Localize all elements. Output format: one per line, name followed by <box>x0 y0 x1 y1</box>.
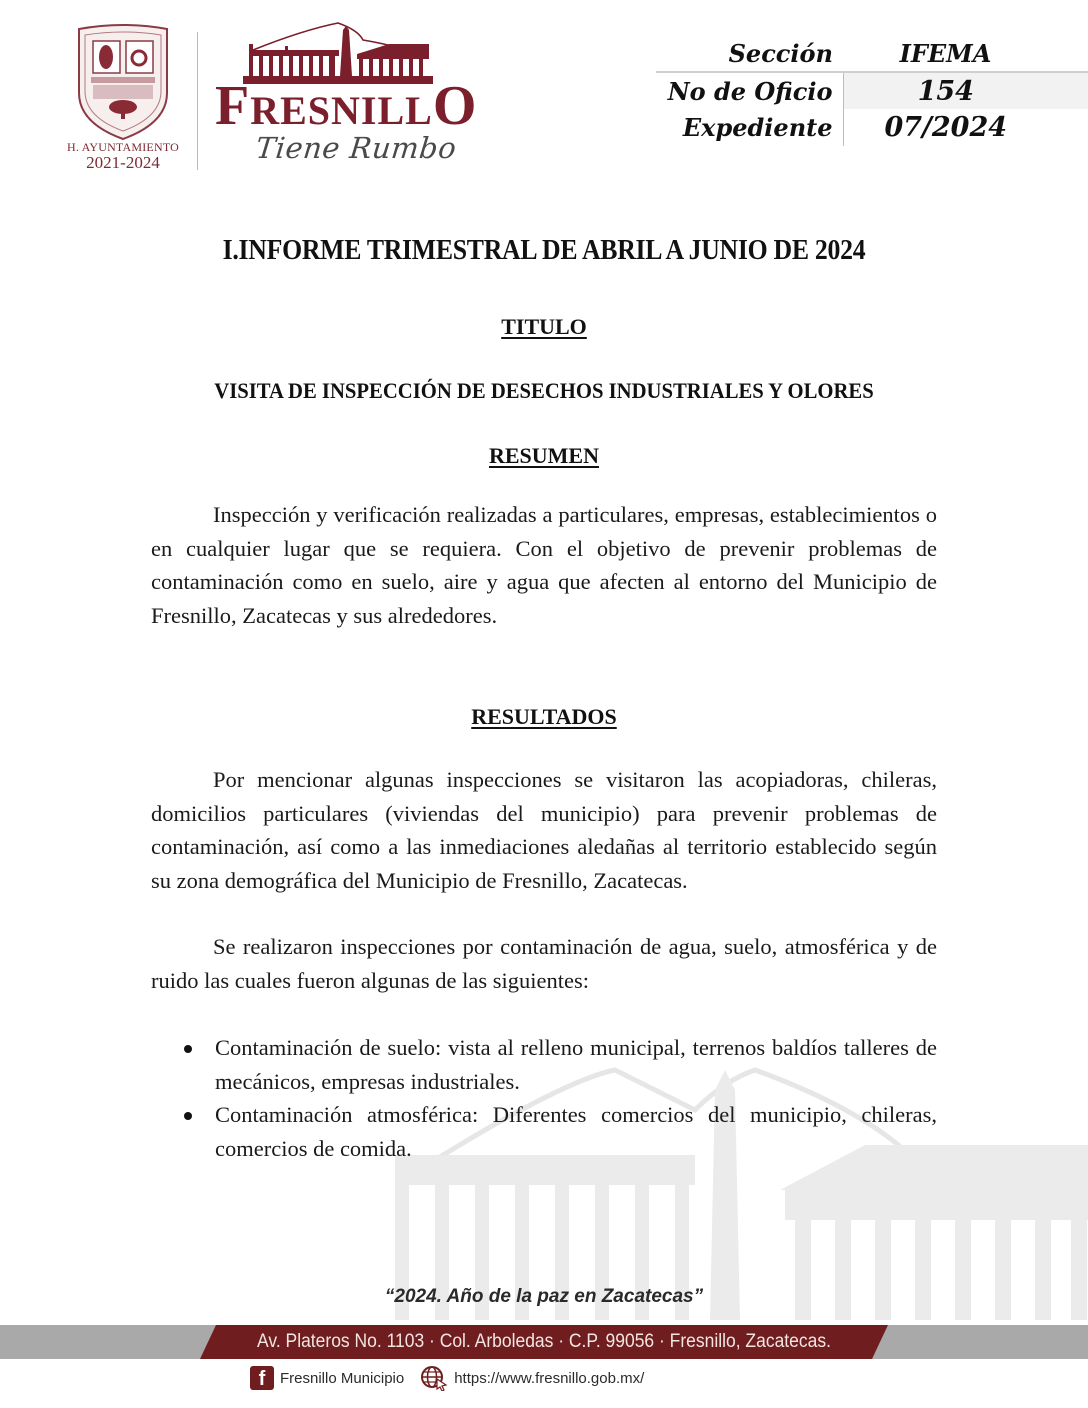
municipal-coat-of-arms-icon <box>73 23 173 141</box>
meta-value: IFEMA <box>843 35 1088 72</box>
facebook-link[interactable]: Fresnillo Municipio <box>280 1369 405 1387</box>
resultados-paragraph-2: Se realizaron inspecciones por contaminación de agua, suelo, atmosférica y de ruido las cuales fueron algunas de las siguientes: <box>151 934 937 993</box>
fresnillo-skyline-icon <box>243 20 433 85</box>
meta-label: No de Oficio <box>656 72 843 109</box>
footer-motto: “2024. Año de la paz en Zacatecas” <box>384 1286 704 1307</box>
document-subject: VISITA DE INSPECCIÓN DE DESECHOS INDUSTRIALES Y OLORES <box>214 378 874 403</box>
footer-social-links <box>250 1364 644 1392</box>
footer-address: Av. Plateros No. 1103 · Col. Arboledas · C.P. 99056 · Fresnillo, Zacatecas. <box>257 1331 831 1352</box>
resultados-paragraph-1: Por mencionar algunas inspecciones se visitaron las acopiadoras, chileras, domicilios particulares (viviendas del municipio) para prevenir problemas de contaminación, así como a las inmediaciones aledañas al territorio establecido según su zona demográfica del Municipio de Fresnillo, Zacatecas. <box>151 767 937 893</box>
ayuntamiento-label: H. AYUNTAMIENTO <box>66 140 180 154</box>
logo-divider <box>197 32 198 170</box>
bullet-icon <box>184 1112 192 1120</box>
ayuntamiento-years: 2021-2024 <box>86 153 160 172</box>
bullet-icon <box>184 1045 192 1053</box>
letterhead <box>0 0 1088 190</box>
meta-label: Sección <box>656 35 843 72</box>
resumen-heading: RESUMEN <box>488 443 599 468</box>
brand-tagline: Tiene Rumbo <box>254 131 459 165</box>
document-body <box>151 230 937 1165</box>
list-item: Contaminación de suelo: vista al relleno municipal, terrenos baldíos talleres de mecánicos, empresas industriales. <box>151 1031 937 1098</box>
inspection-list <box>151 1031 937 1165</box>
document-title: I.INFORME TRIMESTRAL DE ABRIL A JUNIO DE 2024 <box>222 235 866 266</box>
brand-wordmark: FRESNILLO <box>215 75 478 137</box>
meta-row-expediente <box>656 109 1088 146</box>
resumen-paragraph: Inspección y verificación realizadas a particulares, empresas, establecimientos o en cualquier lugar que se requiera. Con el objetivo de prevenir problemas de contaminación como en suelo, aire y agua que afecten al entorno del Municipio de Fresnillo, Zacatecas y sus alrededores. <box>151 502 937 628</box>
footer-address-band <box>0 1325 1088 1359</box>
meta-row-oficio <box>656 72 1088 109</box>
document-metadata-table <box>656 35 1088 146</box>
meta-value: 07/2024 <box>884 112 1008 143</box>
globe-icon[interactable] <box>420 1365 448 1391</box>
titulo-heading: TITULO <box>501 314 587 339</box>
meta-row-seccion <box>656 35 1088 72</box>
resultados-heading: RESULTADOS <box>471 704 617 729</box>
website-link[interactable]: https://www.fresnillo.gob.mx/ <box>454 1369 645 1387</box>
list-item: Contaminación atmosférica: Diferentes comercios del municipio, chileras, comercios de comida. <box>151 1098 937 1165</box>
meta-label: Expediente <box>656 109 843 146</box>
facebook-icon[interactable]: f <box>250 1366 274 1390</box>
meta-value: 154 <box>843 72 1088 109</box>
